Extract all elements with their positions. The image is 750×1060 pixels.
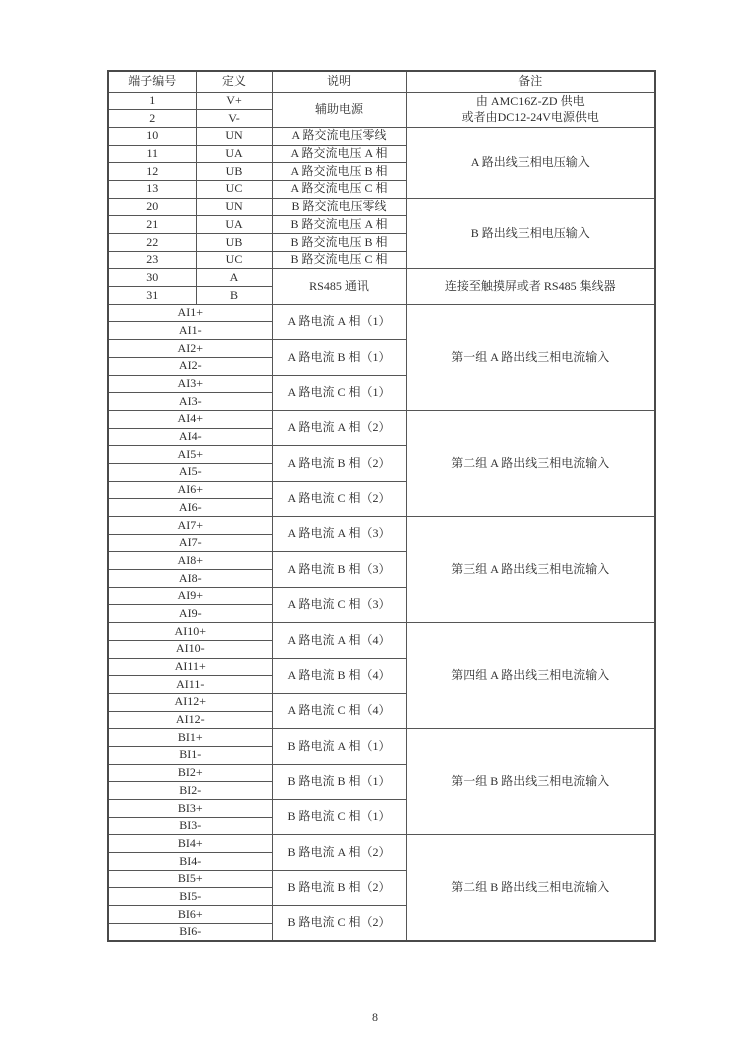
- table-cell: UC: [196, 180, 272, 198]
- table-row: [108, 623, 655, 641]
- table-cell: 第三组 A 路出线三相电流输入: [406, 517, 655, 623]
- table-cell: A 路电流 C 相（2）: [272, 481, 406, 516]
- table-cell: 辅助电源: [272, 92, 406, 127]
- table-cell: A 路电流 A 相（3）: [272, 517, 406, 552]
- table-cell: 21: [108, 216, 196, 234]
- table-cell: AI3-: [108, 393, 272, 411]
- table-cell: BI1-: [108, 746, 272, 764]
- table-cell: AI8-: [108, 570, 272, 588]
- table-cell: AI1-: [108, 322, 272, 340]
- table-cell: AI8+: [108, 552, 272, 570]
- table-row: [108, 410, 655, 428]
- table-cell: 30: [108, 269, 196, 287]
- table-cell: 第二组 A 路出线三相电流输入: [406, 410, 655, 516]
- table-cell: AI11-: [108, 676, 272, 694]
- table-cell: BI2-: [108, 782, 272, 800]
- table-cell: 1: [108, 92, 196, 110]
- table-cell: A 路交流电压 A 相: [272, 145, 406, 163]
- table-row: [108, 92, 655, 110]
- table-cell: B 路电流 A 相（2）: [272, 835, 406, 870]
- table-cell: AI4+: [108, 410, 272, 428]
- table-cell: A 路电流 C 相（1）: [272, 375, 406, 410]
- table-cell: A 路电流 B 相（3）: [272, 552, 406, 587]
- table-cell: BI5+: [108, 870, 272, 888]
- table-cell: BI2+: [108, 764, 272, 782]
- table-cell: BI3+: [108, 800, 272, 818]
- table-cell: A: [196, 269, 272, 287]
- table-cell: AI4-: [108, 428, 272, 446]
- cell-line: 或者由DC12-24V电源供电: [461, 109, 599, 124]
- table-row: [108, 729, 655, 747]
- table-cell: 22: [108, 234, 196, 252]
- table-cell: BI1+: [108, 729, 272, 747]
- column-header-1: 定义: [196, 71, 272, 92]
- table-cell: BI6+: [108, 906, 272, 924]
- table-cell: BI5-: [108, 888, 272, 906]
- table-cell: A 路电流 B 相（2）: [272, 446, 406, 481]
- column-header-2: 说明: [272, 71, 406, 92]
- table-row: [108, 198, 655, 216]
- table-body: [108, 92, 655, 941]
- table-row: [108, 835, 655, 853]
- table-cell: A 路电流 B 相（1）: [272, 340, 406, 375]
- table-cell: AI11+: [108, 658, 272, 676]
- table-cell: 10: [108, 127, 196, 145]
- table-cell: BI4-: [108, 853, 272, 871]
- table-cell: UB: [196, 234, 272, 252]
- table-cell: AI3+: [108, 375, 272, 393]
- table-cell: B 路交流电压零线: [272, 198, 406, 216]
- table-cell: A 路电流 A 相（4）: [272, 623, 406, 658]
- table-cell: B 路电流 C 相（1）: [272, 800, 406, 835]
- table-cell: B 路出线三相电压输入: [406, 198, 655, 269]
- table-cell: A 路交流电压 C 相: [272, 180, 406, 198]
- table-cell: B 路电流 C 相（2）: [272, 906, 406, 941]
- table-cell: AI12+: [108, 693, 272, 711]
- table-row: [108, 127, 655, 145]
- table-cell: 连接至触摸屏或者 RS485 集线器: [406, 269, 655, 304]
- table-cell: 11: [108, 145, 196, 163]
- table-cell: BI6-: [108, 923, 272, 941]
- table-cell: B 路电流 B 相（1）: [272, 764, 406, 799]
- table-cell: [406, 92, 655, 127]
- table-cell: UN: [196, 198, 272, 216]
- table-cell: UA: [196, 216, 272, 234]
- table-cell: 第一组 B 路出线三相电流输入: [406, 729, 655, 835]
- table-cell: B 路交流电压 A 相: [272, 216, 406, 234]
- table-cell: 12: [108, 163, 196, 181]
- table-cell: V+: [196, 92, 272, 110]
- table-cell: AI6+: [108, 481, 272, 499]
- page-number: 8: [372, 1010, 378, 1024]
- table-cell: UA: [196, 145, 272, 163]
- table-cell: AI10-: [108, 640, 272, 658]
- table-cell: 第二组 B 路出线三相电流输入: [406, 835, 655, 941]
- table-cell: B 路交流电压 B 相: [272, 234, 406, 252]
- table-cell: 2: [108, 110, 196, 128]
- table-cell: UN: [196, 127, 272, 145]
- table-cell: AI1+: [108, 304, 272, 322]
- table-cell: 第一组 A 路出线三相电流输入: [406, 304, 655, 410]
- table-cell: AI5+: [108, 446, 272, 464]
- table-cell: 第四组 A 路出线三相电流输入: [406, 623, 655, 729]
- table-cell: AI7-: [108, 534, 272, 552]
- table-cell: AI9-: [108, 605, 272, 623]
- table-cell: AI2+: [108, 340, 272, 358]
- table-cell: 23: [108, 251, 196, 269]
- table-row: [108, 517, 655, 535]
- table-cell: A 路交流电压 B 相: [272, 163, 406, 181]
- table-cell: UC: [196, 251, 272, 269]
- table-cell: UB: [196, 163, 272, 181]
- table-cell: AI5-: [108, 463, 272, 481]
- table-cell: A 路电流 A 相（2）: [272, 410, 406, 445]
- table-header-row: [108, 71, 655, 92]
- table-cell: AI2-: [108, 357, 272, 375]
- table-cell: B 路电流 B 相（2）: [272, 870, 406, 905]
- table-cell: BI3-: [108, 817, 272, 835]
- table-cell: A 路电流 C 相（3）: [272, 587, 406, 622]
- table-cell: RS485 通讯: [272, 269, 406, 304]
- table-cell: B: [196, 287, 272, 305]
- cell-line: 由 AMC16Z-ZD 供电: [475, 94, 585, 109]
- table-cell: BI4+: [108, 835, 272, 853]
- column-header-0: 端子编号: [108, 71, 196, 92]
- table-cell: AI12-: [108, 711, 272, 729]
- table-cell: B 路电流 A 相（1）: [272, 729, 406, 764]
- terminal-table: [107, 70, 656, 942]
- column-header-3: 备注: [406, 71, 655, 92]
- table-cell: 20: [108, 198, 196, 216]
- table-cell: AI7+: [108, 517, 272, 535]
- table-row: [108, 269, 655, 287]
- table-cell: A 路交流电压零线: [272, 127, 406, 145]
- table-cell: A 路电流 C 相（4）: [272, 693, 406, 728]
- table-cell: B 路交流电压 C 相: [272, 251, 406, 269]
- table-cell: A 路电流 A 相（1）: [272, 304, 406, 339]
- table-cell: A 路电流 B 相（4）: [272, 658, 406, 693]
- table-cell: AI9+: [108, 587, 272, 605]
- table-cell: 31: [108, 287, 196, 305]
- table-cell: AI10+: [108, 623, 272, 641]
- table-row: [108, 304, 655, 322]
- table-cell: AI6-: [108, 499, 272, 517]
- table-cell: 13: [108, 180, 196, 198]
- table-cell: A 路出线三相电压输入: [406, 127, 655, 198]
- table-cell: V-: [196, 110, 272, 128]
